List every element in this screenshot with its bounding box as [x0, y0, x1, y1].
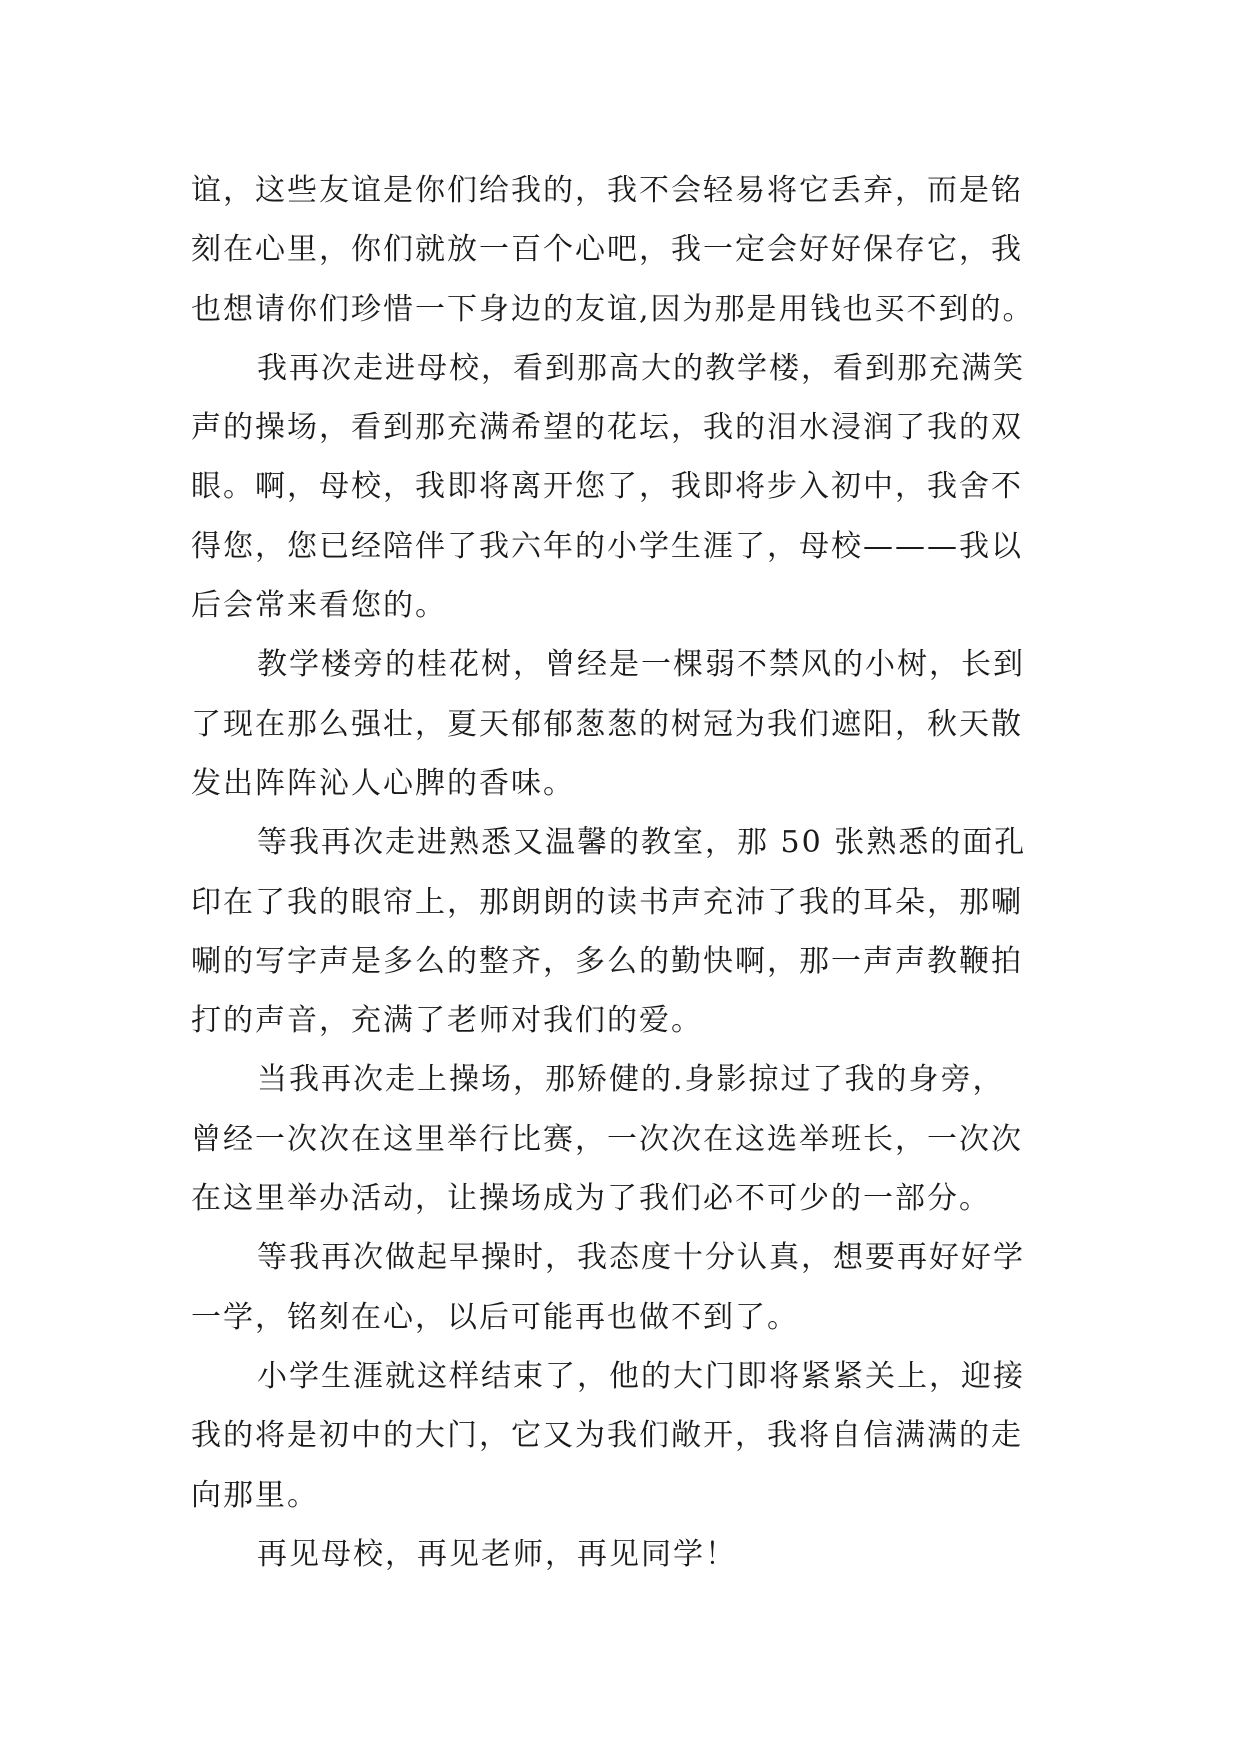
text-line: 唰的写字声是多么的整齐，多么的勤快啊，那一声声教鞭拍 — [191, 943, 1023, 979]
text-line: 谊，这些友谊是你们给我的，我不会轻易将它丢弃，而是铭 — [191, 173, 1023, 208]
paragraph-first-line: 等我再次走进熟悉又温馨的教室，那 50 张熟悉的面孔 — [257, 825, 1027, 861]
text-line: 眼。啊，母校，我即将离开您了，我即将步入初中，我舍不 — [191, 469, 1023, 505]
paragraph-first-line: 小学生涯就这样结束了，他的大门即将紧紧关上，迎接 — [257, 1358, 1025, 1394]
text-line: 在这里举办活动，让操场成为了我们必不可少的一部分。 — [191, 1181, 991, 1217]
paragraph-first-line: 我再次走进母校，看到那高大的教学楼，看到那充满笑 — [257, 350, 1025, 386]
essay-body — [191, 161, 1091, 1584]
paragraph-first-line: 当我再次走上操场，那矫健的.身影掠过了我的身旁， — [257, 1062, 1005, 1098]
text-line: 一学，铭刻在心，以后可能再也做不到了。 — [191, 1299, 799, 1335]
text-line: 了现在那么强壮，夏天郁郁葱葱的树冠为我们遮阳，秋天散 — [191, 706, 1023, 742]
paragraph-first-line: 再见母校，再见老师，再见同学！ — [257, 1536, 737, 1572]
text-line: 发出阵阵沁人心脾的香味。 — [191, 765, 575, 801]
text-line: 印在了我的眼帘上，那朗朗的读书声充沛了我的耳朵，那唰 — [191, 884, 1023, 920]
text-line: 刻在心里，你们就放一百个心吧，我一定会好好保存它，我 — [191, 232, 1023, 268]
text-line: 打的声音，充满了老师对我们的爱。 — [191, 1003, 703, 1039]
text-line: 后会常来看您的。 — [191, 588, 447, 624]
text-line: 我的将是初中的大门，它又为我们敞开，我将自信满满的走 — [191, 1418, 1023, 1454]
text-line: 曾经一次次在这里举行比赛，一次次在这选举班长，一次次 — [191, 1121, 1023, 1157]
paragraph-first-line: 教学楼旁的桂花树，曾经是一棵弱不禁风的小树，长到 — [257, 647, 1025, 683]
text-line: 向那里。 — [191, 1477, 319, 1513]
text-line: 得您，您已经陪伴了我六年的小学生涯了，母校———我以 — [191, 528, 1023, 564]
paragraph-first-line: 等我再次做起早操时，我态度十分认真，想要再好好学 — [257, 1240, 1025, 1276]
text-line: 也想请你们珍惜一下身边的友谊,因为那是用钱也买不到的。 — [191, 291, 1035, 327]
text-line: 声的操场，看到那充满希望的花坛，我的泪水浸润了我的双 — [191, 410, 1023, 446]
